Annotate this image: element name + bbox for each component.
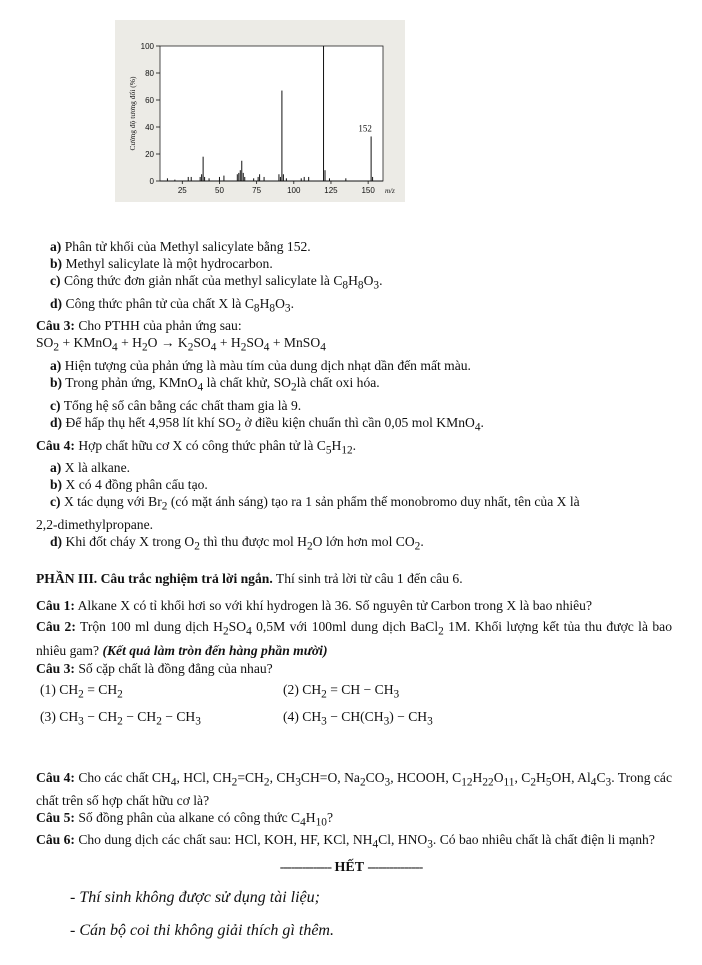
y-tick-label: 40 bbox=[145, 123, 154, 132]
q4-option-c-cont: 2,2-dimethylpropane. bbox=[36, 517, 154, 533]
q3-item-3: (3) $CH_3 - CH_2 - CH_2 - CH_3$ bbox=[40, 709, 201, 728]
peak-annotation-label: 152 bbox=[358, 123, 372, 134]
part3-heading: PHẦN III. Câu trắc nghiệm trả lời ngắn. Thí sinh trả lời từ câu 1 đến câu 6. bbox=[36, 570, 463, 586]
part3-q4: Câu 4: Cho các chất $CH_4$, HCl, $CH_2=CH_2$, $CH_3CH=O$, $Na_2CO_3$, HCOOH, $C_{12}H_{22}O_{11}$, $C_2H_5OH$, $Al_4C_3$. Trong các chất trên số hợp chất hữu cơ là? bbox=[36, 769, 672, 808]
mass-spectrum-chart bbox=[115, 20, 405, 202]
x-tick-label: 75 bbox=[252, 186, 262, 195]
q3-title: Câu 3: Cho PTHH của phản ứng sau: bbox=[36, 318, 242, 334]
q4-title: Câu 4: Hợp chất hữu cơ X có công thức phân tử là $C_5H_{12}$. bbox=[36, 437, 357, 457]
q3-option-c: c) Tổng hệ số cân bằng các chất tham gia là 9. bbox=[50, 397, 302, 413]
mass-spectrum-photo bbox=[115, 20, 405, 202]
q3-equation: $SO_2$ + KMnO$_4$ + $H_2O \to K_2SO_4 + H_2SO_4$ + MnSO$_4$ bbox=[36, 335, 326, 355]
q2-option-d: d) Công thức phân tử của chất X là $C_8H_8O_3$. bbox=[50, 295, 294, 315]
x-axis-label: m/z bbox=[385, 187, 395, 195]
y-tick-label: 60 bbox=[145, 96, 154, 105]
q2-option-c: c) Công thức đơn giản nhất của methyl salicylate là $C_8H_8O_3$. bbox=[50, 273, 383, 292]
y-tick-label: 0 bbox=[149, 177, 154, 186]
q2-option-a: a) Phân tử khối của Methyl salicylate bằng 152. bbox=[50, 239, 311, 254]
footer-note-2: - Cán bộ coi thi không giải thích gì thêm. bbox=[70, 922, 334, 939]
q3-option-d: d) Để hấp thụ hết 4,958 lít khí $SO_2$ ở điều kiện chuẩn thì cần 0,05 mol KMnO$_4$. bbox=[50, 414, 484, 434]
q4-option-d: d) Khi đốt cháy X trong $O_2$ thì thu được mol $H_2O$ lớn hơn mol $CO_2$. bbox=[50, 534, 424, 553]
part3-q6: Câu 6: Cho dung dịch các chất sau: HCl, KOH, HF, KCl, $NH_4Cl$, $HNO_3$. Có bao nhiêu chất là chất điện li mạnh? bbox=[36, 832, 655, 852]
q2-option-b: b) Methyl salicylate là một hydrocarbon. bbox=[50, 256, 273, 271]
y-tick-label: 80 bbox=[145, 69, 154, 78]
q4-option-a: a) X là alkane. bbox=[50, 460, 131, 476]
part3-q5: Câu 5: Số đồng phân của alkane có công thức $C_4H_{10}$? bbox=[36, 809, 333, 829]
end-marker: -------------- HẾT --------------- bbox=[279, 860, 423, 875]
x-tick-label: 125 bbox=[324, 186, 338, 195]
q4-option-b: b) X có 4 đồng phân cấu tạo. bbox=[50, 477, 208, 493]
q4-option-c: c) X tác dụng với $Br_2$ (có mặt ánh sáng) tạo ra 1 sản phẩm thế monobromo duy nhất, tên của X là bbox=[50, 494, 580, 514]
part3-q3-row2 bbox=[36, 708, 672, 731]
x-tick-label: 100 bbox=[287, 186, 301, 195]
q3-option-b: b) Trong phản ứng, KMnO$_4$ là chất khử, $SO_2là$ chất oxi hóa. bbox=[50, 375, 380, 394]
q3-option-a: a) Hiện tượng của phản ứng là màu tím của dung dịch nhạt dần đến mất màu. bbox=[50, 358, 471, 374]
y-axis-label: Cường độ tương đối (%) bbox=[128, 76, 137, 151]
part3-q2: Câu 2: Trộn 100 ml dung dịch $H_2SO_4$ 0,5M với 100ml dung dịch BaCl$_2$ 1M. Khối lượng kết tủa thu được là bao nhiêu gam? (Kết quả làm tròn đến hàng phần mười) bbox=[36, 618, 672, 659]
x-tick-label: 25 bbox=[177, 186, 187, 195]
y-tick-label: 20 bbox=[145, 150, 154, 159]
q3-item-1: (1) $CH_2 = CH_2$ bbox=[40, 682, 123, 702]
x-tick-label: 50 bbox=[215, 186, 224, 195]
y-tick-label: 100 bbox=[140, 42, 154, 51]
part3-q3: Câu 3: Số cặp chất là đồng đẳng của nhau? bbox=[36, 661, 273, 677]
footer-note-1: - Thí sinh không được sử dụng tài liệu; bbox=[70, 889, 320, 906]
q3-item-4: (4) $CH_3 - CH(CH_3) - CH_3$ bbox=[283, 709, 433, 728]
q3-item-2: (2) $CH_2$ = CH − $CH_3$ bbox=[283, 682, 400, 702]
x-tick-label: 150 bbox=[361, 186, 375, 195]
part3-q3-row1 bbox=[36, 681, 672, 704]
plot-frame bbox=[160, 46, 383, 181]
part3-q1: Câu 1: Alkane X có tỉ khối hơi so với khí hydrogen là 36. Số nguyên tử Carbon trong X là bao nhiêu? bbox=[36, 597, 593, 613]
question-content bbox=[36, 238, 672, 854]
